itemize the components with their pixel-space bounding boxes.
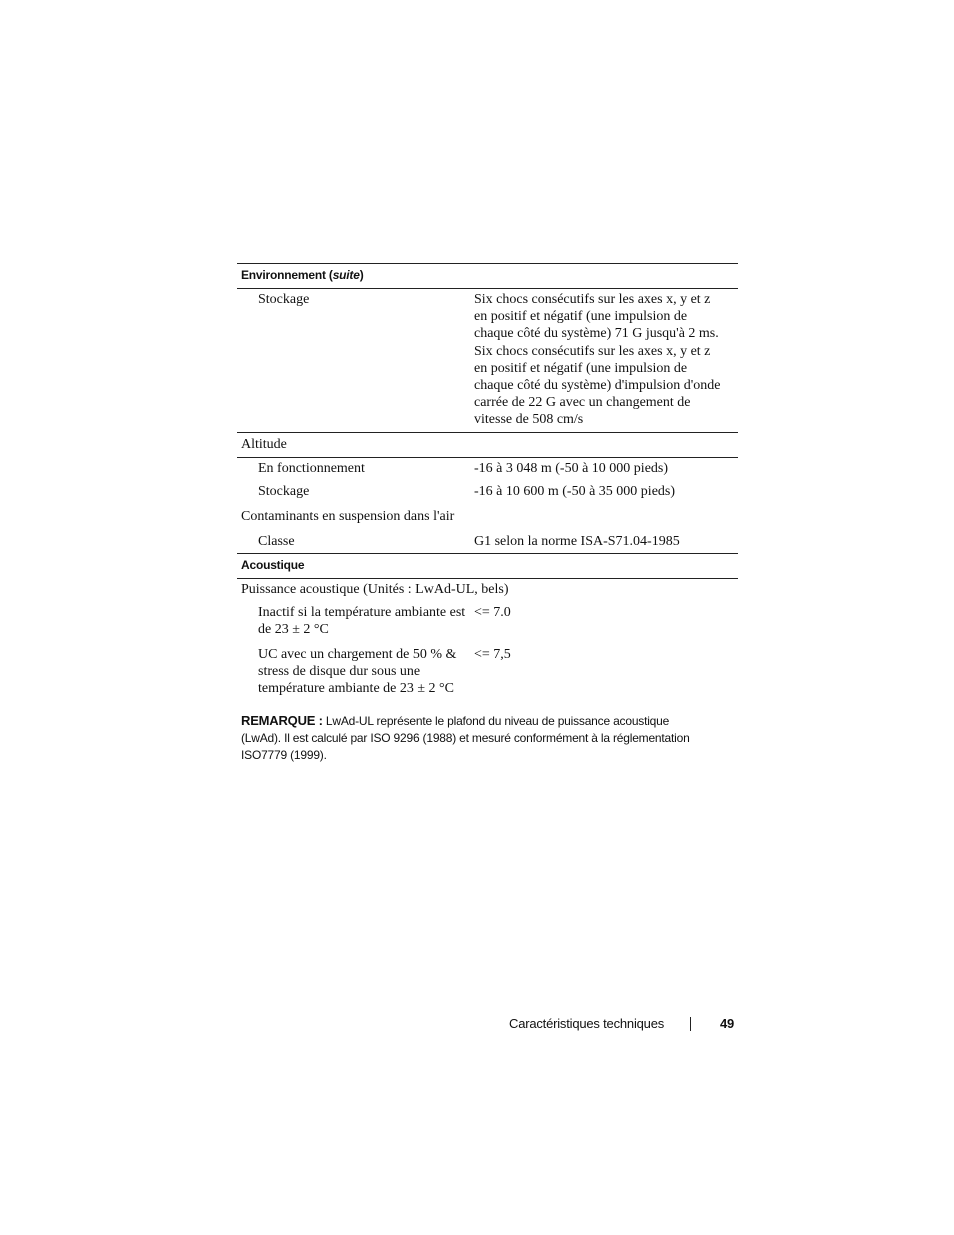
group-label-altitude: Altitude <box>241 436 287 452</box>
row-label: Classe <box>258 533 295 549</box>
note-remarque <box>241 712 741 764</box>
value-line: carrée de 22 G avec un changement de <box>474 395 691 411</box>
specifications-table <box>237 263 738 697</box>
row-value: -16 à 3 048 m (-50 à 10 000 pieds) <box>474 460 669 476</box>
label-line: UC avec un chargement de 50 % & <box>258 646 457 662</box>
section-title: Environnement ( <box>241 268 333 282</box>
row-value <box>470 291 738 429</box>
table-row-class <box>237 533 738 553</box>
row-label: Stockage <box>258 483 310 499</box>
note-label: REMARQUE : <box>241 713 323 728</box>
row-value: <= 7,5 <box>474 646 511 662</box>
value-line: vitesse de 508 cm/s <box>474 412 584 428</box>
note-line: ISO7779 (1999). <box>241 748 327 762</box>
label-line: température ambiante de 23 ± 2 °C <box>258 681 454 697</box>
table-row-stockage-shock <box>237 289 738 432</box>
row-value: -16 à 10 600 m (-50 à 35 000 pieds) <box>474 483 676 499</box>
value-line: chaque côté du système) 71 G jusqu'à 2 ms. <box>474 326 719 342</box>
value-line: Six chocs consécutifs sur les axes x, y et z <box>474 343 711 359</box>
page-number: 49 <box>720 1016 735 1031</box>
footer-section-title: Caractéristiques techniques <box>509 1016 665 1031</box>
label-line: Inactif si la température ambiante est <box>258 604 466 620</box>
value-line: Six chocs consécutifs sur les axes x, y et z <box>474 292 711 307</box>
row-label <box>237 604 470 646</box>
group-label-acoustic: Puissance acoustique (Unités : LwAd-UL, bels) <box>241 581 509 597</box>
label-line: de 23 ± 2 °C <box>258 621 329 637</box>
value-line: chaque côté du système) d'impulsion d'onde <box>474 378 721 394</box>
note-line: LwAd-UL représente le plafond du niveau de puissance acoustique <box>322 714 670 728</box>
value-line: en positif et négatif (une impulsion de <box>474 360 688 376</box>
table-row-load <box>237 646 738 698</box>
label-line: stress de disque dur sous une <box>258 663 421 679</box>
table-row-altitude-operating <box>237 458 738 483</box>
section-header-acoustique: Acoustique <box>241 557 305 572</box>
section-header-environnement <box>237 264 738 288</box>
value-line: en positif et négatif (une impulsion de <box>474 309 688 325</box>
row-label <box>237 646 470 698</box>
row-value: G1 selon la norme ISA-S71.04-1985 <box>474 533 680 549</box>
row-label: Stockage <box>258 292 310 307</box>
row-label: En fonctionnement <box>258 460 365 476</box>
section-title-end: ) <box>359 268 364 282</box>
footer-separator <box>690 1017 691 1031</box>
table-row-altitude-storage <box>237 483 738 508</box>
group-label-contaminants: Contaminants en suspension dans l'air <box>241 508 455 524</box>
note-line: (LwAd). Il est calculé par ISO 9296 (1988) et mesuré conformément à la réglementation <box>241 731 690 745</box>
section-title-italic: suite <box>332 268 360 282</box>
table-row-idle <box>237 604 738 646</box>
row-value: <= 7.0 <box>474 604 511 620</box>
